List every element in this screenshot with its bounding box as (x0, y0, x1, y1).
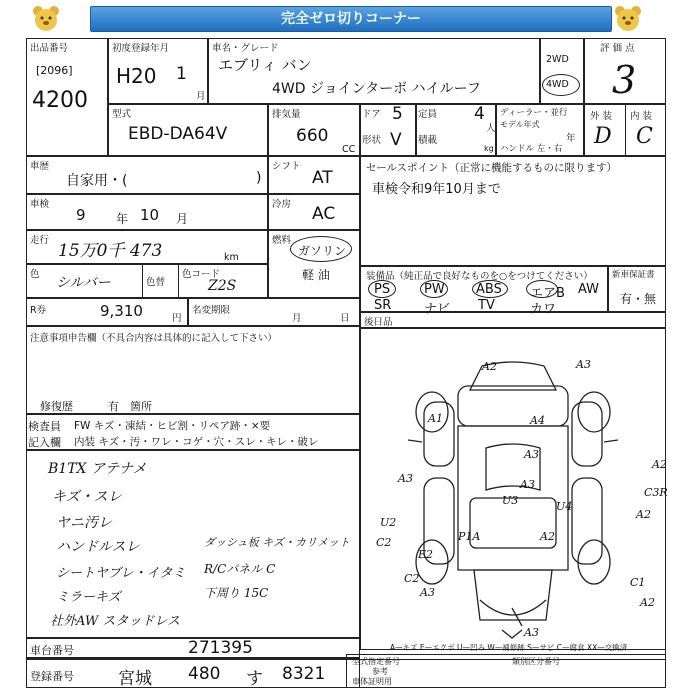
load-label: 積載 (418, 135, 438, 146)
color-divider (142, 264, 143, 298)
equip-navi: ナビ (424, 302, 451, 317)
bear-mascot-icon (612, 4, 644, 32)
diagram-mark: P1A (458, 530, 481, 543)
diagram-mark: A2 (540, 530, 555, 543)
diagram-mark: A3 (576, 358, 591, 371)
plate-number: 8321 (282, 664, 326, 684)
diagram-mark: A3 (520, 478, 535, 491)
car-diagram (362, 330, 664, 648)
capacity-unit: 人 (486, 123, 496, 134)
color-code-label: 色コード (182, 269, 221, 280)
inspect-year-unit: 年 (116, 212, 129, 226)
fuel-gas: ガソリン (298, 244, 347, 258)
reg-month: 1 (176, 64, 187, 84)
history-label: 車歴 (30, 161, 50, 172)
disp-value: 660 (296, 126, 329, 146)
ext-label: 外 装 (590, 111, 613, 122)
equip-sr: SR (374, 298, 392, 313)
equip-pw: PW (424, 282, 445, 297)
chassis-label: 車台番号 (30, 644, 74, 657)
chassis-value: 271395 (188, 638, 253, 658)
mileage-label: 走行 (30, 235, 50, 246)
equip-airbag: エアB (530, 286, 565, 301)
fuel-label: 燃料 (272, 235, 292, 246)
dealer-label: ディーラー・並行 (500, 108, 568, 118)
diagram-mark: E2 (418, 548, 434, 561)
diagram-wheel-rl (416, 540, 448, 584)
memo-right-line: R/Cパネル C (204, 562, 276, 576)
name-change-label: 名変期限 (192, 305, 231, 316)
repair-label: 修復歴 (40, 400, 73, 413)
kg-unit: kg (484, 144, 494, 153)
capacity-label: 定員 (418, 109, 438, 120)
type-cert-label: 型式指定番号 (352, 657, 400, 666)
diagram-mark: U3 (502, 494, 519, 507)
equip-abs: ABS (476, 282, 502, 297)
shift-label: シフト (272, 161, 301, 172)
entry-label: 記入欄 (28, 436, 61, 449)
diagram-mark: A1 (428, 412, 443, 425)
shape-label: 形状 (362, 135, 382, 146)
equip-ps-circle (368, 280, 396, 298)
diagram-mark: A2 (636, 508, 651, 521)
ac-value: AC (312, 204, 336, 224)
diagram-mark: A2 (640, 596, 655, 609)
memo-right-line: ダッシュ板 キズ・カリメット (204, 536, 350, 549)
equip-aw: AW (578, 282, 600, 297)
car-name: エブリィ バン (218, 56, 312, 74)
ext-int-divider (625, 104, 626, 156)
repair-value: 有 (108, 400, 119, 413)
drive-4wd: 4WD (546, 79, 569, 90)
diagram-legend: A—キズ E—エクボ U—凹み W—補修跡 S—サビ C—腐食 XX—交換済 (390, 643, 628, 652)
mileage-value: 15万0千 473 (58, 241, 163, 261)
recycle-yen: 円 (172, 313, 182, 324)
color-change-label: 色替 (146, 277, 166, 288)
km-unit: km (224, 252, 239, 263)
plate-label: 登録番号 (30, 670, 74, 683)
capacity-value: 4 (474, 104, 485, 124)
class-label: 類別区分番号 (512, 657, 560, 666)
model-year-label: モデル年式 (500, 120, 540, 129)
equip-tv: TV (478, 298, 495, 313)
diagram-mark: C3R (644, 486, 668, 499)
diagram-windshield (458, 386, 568, 426)
diagram-mark: C2 (376, 536, 392, 549)
door-value: 5 (392, 104, 403, 124)
diagram-tailgate (474, 570, 552, 620)
reg-label: 初度登録年月 (112, 43, 170, 54)
color-label: 色 (30, 269, 40, 280)
diagram-mark: A2 (652, 458, 667, 471)
equip-leather: カワ (530, 302, 557, 317)
history-close: ) (256, 170, 262, 186)
color-divider-2 (178, 264, 179, 298)
memo-line: ハンドルスレ (56, 539, 140, 555)
repair-unit: 箇所 (130, 400, 152, 413)
name-label: 車名・グレード (212, 43, 279, 54)
ac-label: 冷房 (272, 199, 292, 210)
sales-point: 車検令和9年10月まで (372, 182, 501, 197)
fuel-diesel: 軽 油 (302, 268, 330, 282)
recycle-value: 9,310 (100, 302, 143, 320)
lot-label: 出品番号 (30, 43, 69, 54)
diagram-mark: U4 (556, 500, 573, 513)
memo-line: ミラーキズ (56, 590, 121, 605)
memo-line: シートヤブレ・イタミ (56, 566, 186, 581)
memo-line: ヤニ汚レ (56, 515, 112, 531)
diagram-right-front-door (572, 402, 602, 466)
diagram-bumper (480, 600, 546, 615)
recycle-label: R券 (30, 305, 47, 316)
diagram-right-rear-door (572, 478, 602, 564)
int-label: 内 装 (630, 111, 653, 122)
diagram-mark: U2 (380, 516, 397, 529)
inspect-month: 10 (140, 206, 160, 224)
inspect-month-unit: 月 (176, 212, 189, 226)
diagram-mark: A4 (530, 414, 545, 427)
diagram-mark: A3 (524, 448, 539, 461)
plate-kana: す (246, 669, 263, 689)
lot-sub: [2096] (36, 64, 73, 77)
reg-year: H20 (116, 64, 157, 88)
history-box (26, 156, 268, 194)
banner-title: 完全ゼロ切りコーナー (90, 6, 612, 32)
diagram-wheel-fr (578, 392, 610, 432)
memo-line: B1TX アテナメ (48, 461, 147, 477)
shift-value: AT (312, 168, 333, 188)
equip-pw-circle (420, 280, 448, 298)
rating-label: 評 価 点 (600, 43, 635, 54)
name-change-day: 日 (340, 313, 350, 324)
name-change-month: 月 (292, 313, 302, 324)
ext-grade: D (594, 124, 612, 149)
diagram-mark: A3 (524, 626, 539, 639)
sales-label: セールスポイント（正常に機能するものに限ります） (366, 162, 618, 174)
memo-right-line: 下周り 15C (204, 586, 269, 600)
memo-line: キズ・スレ (52, 489, 122, 505)
model-label: 型式 (112, 109, 132, 120)
color-value: シルバー (56, 275, 111, 291)
shape-value: V (390, 130, 402, 150)
door-label: ドア (362, 109, 381, 120)
plate-class: 480 (188, 664, 221, 684)
memo-line: 社外AW スタッドレス (50, 614, 180, 629)
guarantee-label: 新車保証書 (612, 270, 655, 280)
cc-unit: CC (342, 144, 356, 155)
bear-mascot-icon (30, 4, 62, 32)
diagram-mark: A3 (398, 472, 413, 485)
lot-number: 4200 (32, 88, 88, 113)
diagram-mark: C1 (630, 576, 646, 589)
diagram-rear-mark (502, 630, 522, 638)
handle-label: ハンドル 左・右 (500, 144, 563, 154)
year-unit: 年 (566, 133, 576, 144)
diagram-mark-stroke (512, 608, 522, 626)
drive-2wd: 2WD (546, 54, 569, 65)
type-ref: 参考 (372, 667, 388, 676)
diagram-mark: C2 (404, 572, 420, 585)
equip-abs-circle (472, 280, 508, 298)
diagram-mirrors (408, 440, 618, 442)
color-code: Z2S (208, 278, 237, 294)
diagram-mark: A3 (420, 586, 435, 599)
equip-label: 装備品（純正品で良好なものを○をつけてください） (366, 271, 593, 282)
plate-region: 宮城 (118, 669, 152, 689)
inspect-year: 9 (76, 206, 86, 224)
equip-airbag-circle (526, 280, 558, 298)
cert-label: 車体証明用 (352, 677, 392, 686)
disp-label: 排気量 (272, 109, 301, 120)
rear-box (360, 312, 666, 328)
inspect-label: 車検 (30, 199, 50, 210)
interior-line: 内装 キズ・汚・ワレ・コゲ・穴・スレ・キレ・破レ (74, 436, 319, 448)
rear-seat-label: 後日品 (364, 317, 393, 328)
notes-label: 注意事項申告欄（不具合内容は具体的に記入して下さい） (30, 333, 278, 344)
diagram-mark: A2 (482, 360, 497, 373)
guarantee-value: 有・無 (620, 292, 657, 306)
equip-ps: PS (374, 282, 391, 297)
rating-value: 3 (612, 58, 637, 102)
checker-label: 検査員 (28, 420, 61, 433)
diagram-wheel-rr (578, 540, 610, 584)
history-value: 自家用・( (66, 173, 128, 189)
grade: 4WD ジョインターボ ハイルーフ (272, 81, 481, 97)
int-grade: C (636, 124, 653, 149)
model-value: EBD-DA64V (128, 124, 228, 144)
reg-month-unit: 月 (196, 91, 206, 102)
checker-line: FW キズ・凍結・ヒビ割・リペア跡・×要 (74, 420, 271, 432)
